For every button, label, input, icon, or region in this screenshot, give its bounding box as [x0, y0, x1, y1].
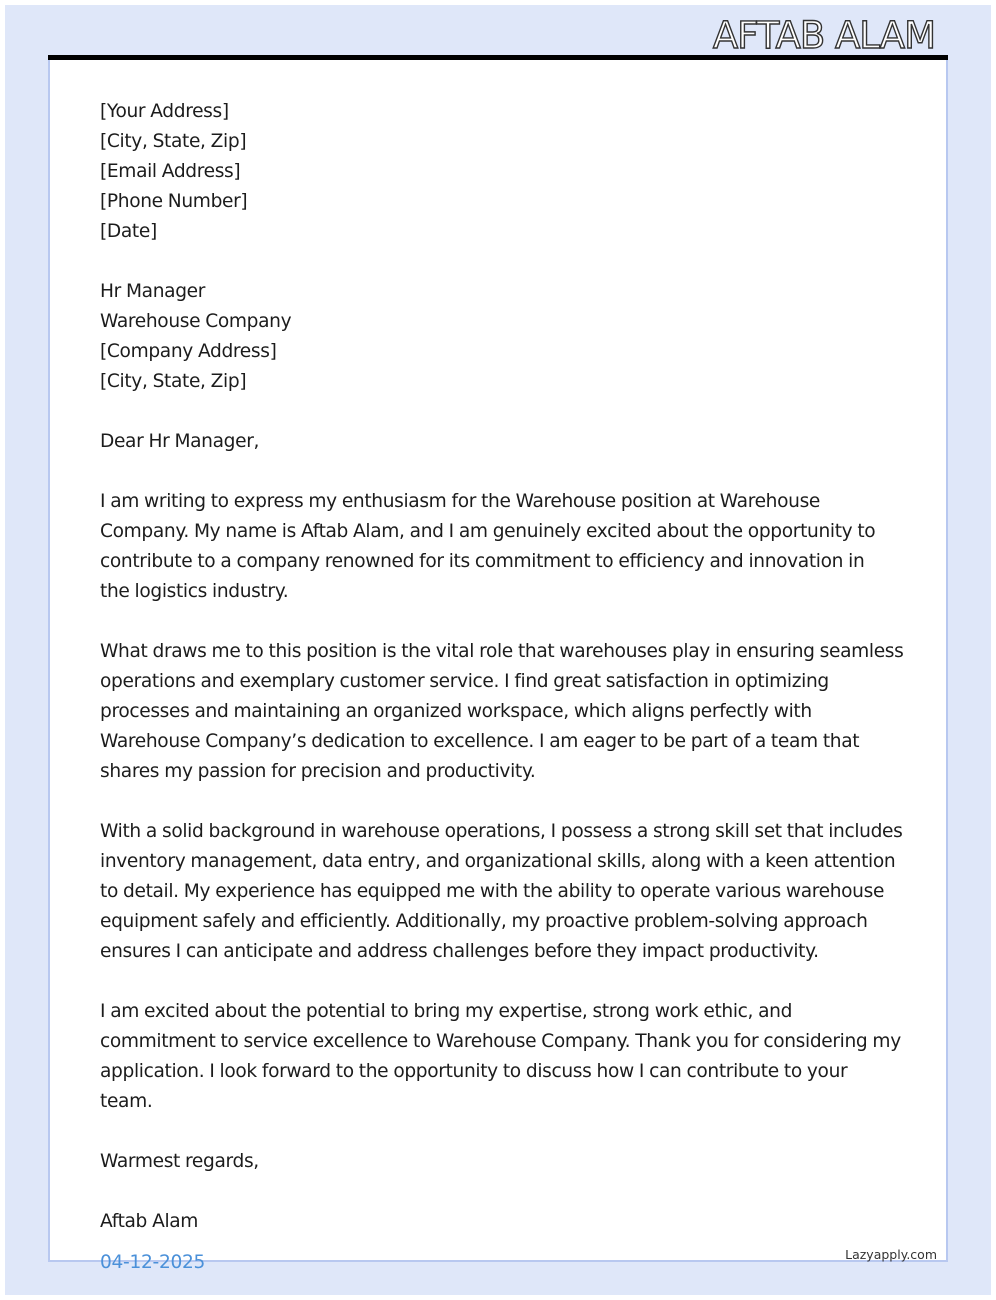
- paragraph-line: inventory management, data entry, and organizational skills, along with a keen attention: [100, 851, 896, 872]
- paragraph-line: commitment to service excellence to Warehouse Company. Thank you for considering my: [100, 1031, 901, 1052]
- recipient-company: Warehouse Company: [100, 311, 292, 332]
- paragraph-line: operations and exemplary customer service. I find great satisfaction in optimizing: [100, 671, 829, 692]
- signature: [100, 1207, 900, 1237]
- closing: [100, 1147, 900, 1177]
- paragraph-line: Warehouse Company’s dedication to excellence. I am eager to be part of a team that: [100, 731, 860, 752]
- paragraph-line: What draws me to this position is the vital role that warehouses play in ensuring seamless: [100, 641, 904, 662]
- recipient-title: Hr Manager: [100, 281, 206, 302]
- paragraph-line: shares my passion for precision and productivity.: [100, 761, 536, 782]
- paragraph-line: the logistics industry.: [100, 581, 289, 602]
- sender-phone: [Phone Number]: [100, 191, 248, 212]
- sender-block: [100, 97, 900, 247]
- sender-email: [Email Address]: [100, 161, 241, 182]
- closing-text: Warmest regards,: [100, 1151, 259, 1172]
- paragraph-line: contribute to a company renowned for its commitment to efficiency and innovation in: [100, 551, 865, 572]
- sender-city-state-zip: [City, State, Zip]: [100, 131, 247, 152]
- paragraph-line: to detail. My experience has equipped me with the ability to operate various warehouse: [100, 881, 885, 902]
- paragraph-1: [100, 487, 900, 607]
- paragraph-line: application. I look forward to the opportunity to discuss how I can contribute to your: [100, 1061, 848, 1082]
- paragraph-4: [100, 997, 900, 1117]
- paragraph-line: With a solid background in warehouse operations, I possess a strong skill set that includes: [100, 821, 903, 842]
- letter-body: [100, 97, 904, 1237]
- paragraph-line: processes and maintaining an organized workspace, which aligns perfectly with: [100, 701, 812, 722]
- salutation-text: Dear Hr Manager,: [100, 431, 260, 452]
- paragraph-line: equipment safely and efficiently. Additionally, my proactive problem-solving approach: [100, 911, 868, 932]
- recipient-city-state-zip: [City, State, Zip]: [100, 371, 247, 392]
- footer-brand: Lazyapply.com: [845, 1247, 937, 1262]
- salutation: [100, 427, 900, 457]
- signature-name: Aftab Alam: [100, 1211, 199, 1232]
- paragraph-3: [100, 817, 903, 967]
- paragraph-line: ensures I can anticipate and address challenges before they impact productivity.: [100, 941, 819, 962]
- paragraph-line: I am writing to express my enthusiasm for the Warehouse position at Warehouse: [100, 491, 820, 512]
- paragraph-line: team.: [100, 1091, 153, 1112]
- paragraph-line: I am excited about the potential to bring my expertise, strong work ethic, and: [100, 1001, 793, 1022]
- sender-date: [Date]: [100, 221, 157, 242]
- recipient-address: [Company Address]: [100, 341, 277, 362]
- recipient-block: [100, 277, 900, 397]
- paragraph-2: [100, 637, 904, 787]
- paragraph-line: Company. My name is Aftab Alam, and I am genuinely excited about the opportunity to: [100, 521, 876, 542]
- footer-date: 04-12-2025: [100, 1252, 206, 1273]
- sender-address: [Your Address]: [100, 101, 229, 122]
- header-name: AFTAB ALAM: [712, 14, 935, 57]
